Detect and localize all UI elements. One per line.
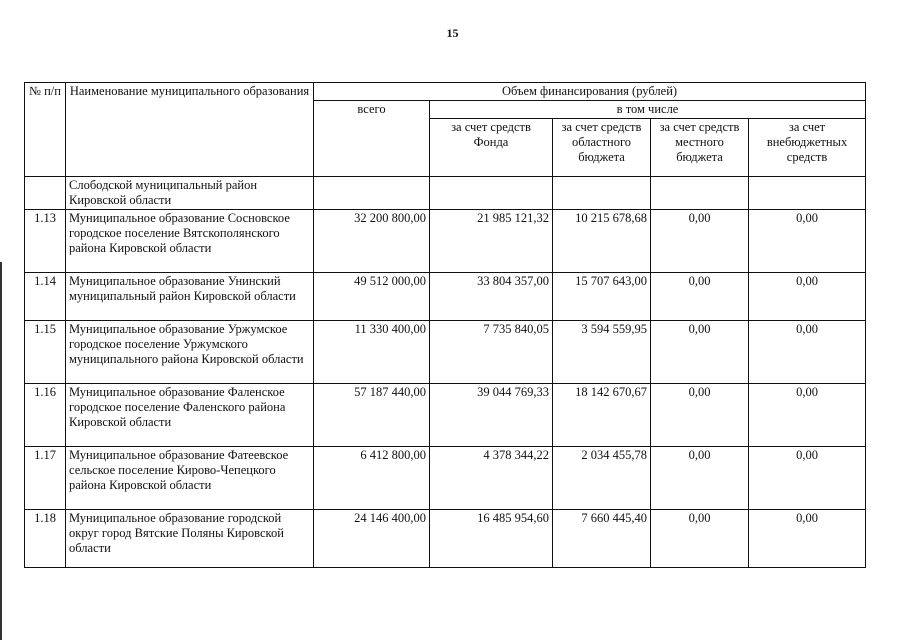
row-total: 49 512 000,00 [314,273,430,321]
row-name: Муниципальное образование Унинский муниципальный район Кировской области [66,273,314,321]
row-fund [430,177,553,210]
table-row [25,510,866,568]
row-num: 1.14 [25,273,66,321]
row-offbudget: 0,00 [749,210,866,273]
col-header-including: в том числе [430,101,866,119]
col-header-regional: за счет средств областного бюджета [553,119,651,177]
row-num: 1.13 [25,210,66,273]
table-row [25,177,866,210]
row-num: 1.15 [25,321,66,384]
row-total: 57 187 440,00 [314,384,430,447]
row-fund: 33 804 357,00 [430,273,553,321]
row-fund: 21 985 121,32 [430,210,553,273]
col-header-num: № п/п [25,83,66,177]
row-local: 0,00 [651,447,749,510]
row-offbudget: 0,00 [749,321,866,384]
col-header-total: всего [314,101,430,177]
row-num [25,177,66,210]
row-regional: 10 215 678,68 [553,210,651,273]
row-offbudget [749,177,866,210]
row-name: Муниципальное образование Фатеевское сельское поселение Кирово-Чепецкого района Кировской области [66,447,314,510]
row-fund: 7 735 840,05 [430,321,553,384]
financing-table [24,82,866,568]
row-local: 0,00 [651,210,749,273]
row-name: Слободской муниципальный район Кировской области [66,177,314,210]
row-fund: 4 378 344,22 [430,447,553,510]
table-row [25,273,866,321]
scan-edge-line [0,262,2,640]
page-number: 15 [446,26,459,40]
row-regional: 18 142 670,67 [553,384,651,447]
col-header-local: за счет средств местного бюджета [651,119,749,177]
row-local [651,177,749,210]
row-total: 6 412 800,00 [314,447,430,510]
table-row [25,447,866,510]
row-regional: 7 660 445,40 [553,510,651,568]
row-total: 24 146 400,00 [314,510,430,568]
table-row [25,384,866,447]
col-header-name: Наименование муниципального образования [66,83,314,177]
table-row [25,210,866,273]
row-name: Муниципальное образование Сосновское городское поселение Вятскополянского района Кировской области [66,210,314,273]
row-offbudget: 0,00 [749,384,866,447]
row-offbudget: 0,00 [749,273,866,321]
row-regional: 15 707 643,00 [553,273,651,321]
row-total: 32 200 800,00 [314,210,430,273]
row-name: Муниципальное образование городской округ город Вятские Поляны Кировской области [66,510,314,568]
row-regional [553,177,651,210]
row-local: 0,00 [651,384,749,447]
row-num: 1.18 [25,510,66,568]
row-fund: 39 044 769,33 [430,384,553,447]
row-regional: 3 594 559,95 [553,321,651,384]
row-total [314,177,430,210]
row-regional: 2 034 455,78 [553,447,651,510]
row-num: 1.17 [25,447,66,510]
col-header-offbudget: за счет внебюджетных средств [749,119,866,177]
col-header-fund: за счет средств Фонда [430,119,553,177]
row-offbudget: 0,00 [749,510,866,568]
row-fund: 16 485 954,60 [430,510,553,568]
row-num: 1.16 [25,384,66,447]
row-local: 0,00 [651,510,749,568]
row-name: Муниципальное образование Фаленское городское поселение Фаленского района Кировской области [66,384,314,447]
row-offbudget: 0,00 [749,447,866,510]
row-total: 11 330 400,00 [314,321,430,384]
col-header-funding: Объем финансирования (рублей) [314,83,866,101]
row-local: 0,00 [651,273,749,321]
row-name: Муниципальное образование Уржумское городское поселение Уржумского муниципального района Кировской области [66,321,314,384]
row-local: 0,00 [651,321,749,384]
table-row [25,321,866,384]
